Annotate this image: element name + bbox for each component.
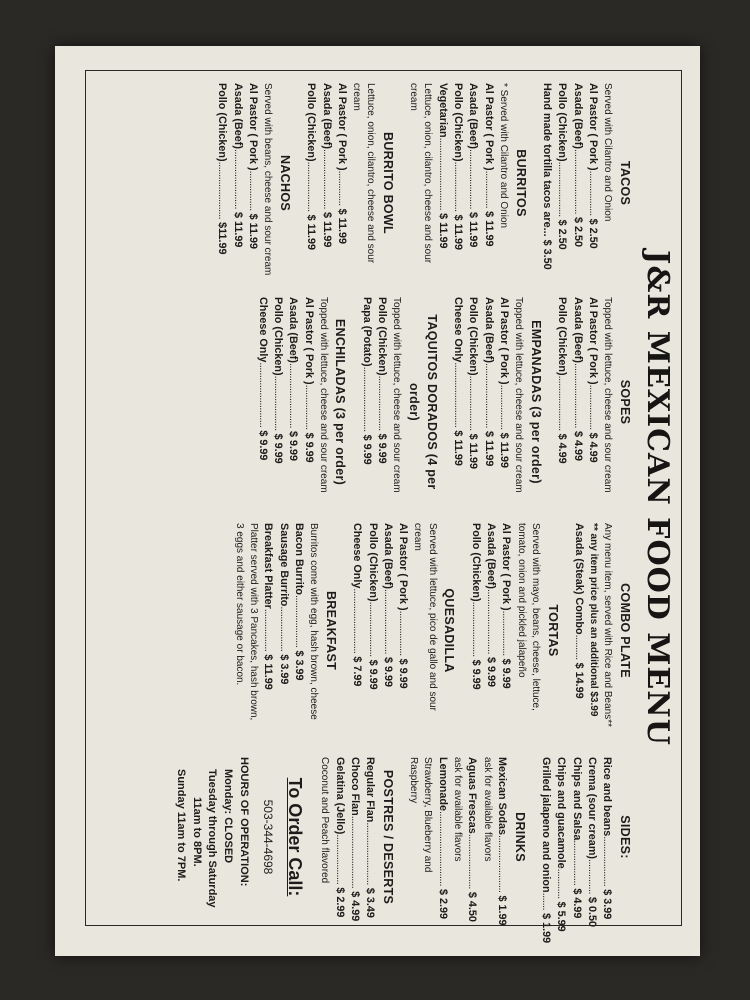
menu-item: Al Pastor ( Pork ).................. $ 9.99 [302,297,315,463]
quesadilla-desc: Served with lettuce, pico de gallo and sour cream [412,523,438,711]
menu-item: Pollo (Chicken)...................... $ 9.99 [376,297,389,464]
tacos-desc: Served with Cilantro and Onion [602,83,614,222]
menu-item: Asada (Beef)........................ $ 11.99 [320,83,333,248]
menu-item: Asada (Steak) Combo.......... $ 14.99 [572,523,585,699]
menu-item: Al Pastor ( Pork ).............. $ 11.99 [336,83,348,245]
menu-item: Al Pastor ( Pork ).................. $ 4.99 [587,297,600,463]
menu-item: Asada (Beef).......................... $ 11.99 [482,297,495,467]
enchiladas-desc: Topped with lettuce, cheese and sour cream [317,297,329,493]
hours-section [173,757,251,917]
burritos-note: Lettuce, onion, cilantro, cheese and sour cream [408,83,434,264]
menu-item: Pollo (Chicken)...................... $ 9.99 [469,523,482,690]
sides-title: SIDES: [618,815,632,859]
menu-item: Pollo (Chicken)....................... $11.99 [216,83,229,255]
column-3 [222,523,633,738]
postres-note: Coconut and Peach flavored [319,757,331,884]
menu-item: Hand made tortilla tacos are... $ 3.50 [541,83,554,270]
sopes-title: SOPES [618,379,632,425]
tortas-title: TORTAS [545,604,560,657]
sides-section [538,757,633,944]
hours-line: Monday: CLOSED [222,769,235,864]
menu-item: Pollo (Chicken)...................... $ 9.99 [366,523,379,690]
burritos-title: BURRITOS [513,149,528,217]
menu-item: Chips and guacamole............ $ 5.99 [555,757,568,932]
sopes-desc: Topped with lettuce, cheese and sour cream [602,297,614,493]
tacos-title: TACOS [618,160,632,206]
menu-item: Pollo (Chicken).................... $ 11.99 [452,83,465,251]
breakfast-note-2: 3 eggs and either sausage or bacon. [233,523,245,686]
menu-item: Rice and beans.................... $ 3.99 [601,757,614,920]
menu-item: Papa (Potato).......................... $ 9.99 [360,297,373,465]
tortas-section [467,523,560,738]
drinks-title: DRINKS [512,812,527,862]
menu-item: Cheese Only.......................... $ 7.99 [351,523,364,687]
menu-item: Asada (Beef).......................... $ 2.50 [571,83,584,248]
hours-line: Sunday 11am to 7PM. [175,769,188,882]
empanadas-desc: Topped with lettuce, cheese and sour cream [513,297,525,493]
menu-item: Pollo (Chicken)...................... $ 9.99 [271,297,284,464]
menu-border [85,70,682,944]
enchiladas-section [254,297,348,507]
menu-item: Chips and Salsa.................. $ 4.99 [570,757,583,919]
hours-line: Tuesday through Saturday [206,769,219,908]
sopes-section [554,297,633,507]
drinks-section [406,757,527,926]
tacos-section [539,83,633,283]
menu-item: Pollo (Chicken).................... $ 11.99 [305,83,318,251]
menu-item: Asada (Beef)........................ $ 11.99 [231,83,244,248]
breakfast-note-1: Platter served with 3 Pancakes, hash brown, [248,523,260,721]
menu-item: Aguas Frescas...................... $ 4.50 [466,757,479,922]
menu-item: Cheese Only.......................... $ 9.99 [256,297,269,461]
menu-item: Asada (Beef).......................... $ 9.99 [485,523,498,688]
menu-item: Pollo (Chicken)...................... $ 4.99 [556,297,569,464]
menu-item: Vegetarian............................. $ 11.99 [436,83,449,249]
menu-item: Asada (Beef)........................ $ 11.99 [467,83,480,248]
nachos-title: NACHOS [278,155,293,211]
taquitos-title: TAQUITOS DORADOS (4 per order) [407,314,439,490]
taquitos-desc: Topped with lettuce, cheese and sour cream [391,297,403,493]
burritos-section [406,83,529,283]
menu-item: Asada (Beef).......................... $ 4.99 [571,297,584,462]
menu-item: Breakfast Platter................. $ 11.99 [262,523,275,690]
tortas-desc-2: tomato, onion and pickled jalapeño [515,523,527,678]
menu-item: Al Pastor ( Pork ).................. $ 9.99 [397,523,410,689]
combo-section [571,523,633,738]
drinks-note-1: ask for available flavors [481,757,493,862]
menu-item: Cheese Only.......................... $ 11.99 [452,297,465,466]
hours-line: 11am to 8PM. [190,797,203,867]
phone-number: 503-344-4698 [260,799,275,875]
nachos-desc: Served with beans, cheese and sour cream [262,83,274,276]
burrito-bowl-desc: Lettuce, onion, cilantro, cheese and sour cream [351,83,377,264]
breakfast-title: BREAKFAST [324,590,338,671]
menu-title: J&R MEXICAN FOOD MENU [640,250,675,746]
menu-item: Bacon Burrito..................... $ 3.99 [293,523,306,681]
menu-item: Asada (Beef).......................... $ 9.99 [287,297,300,462]
order-title: To Order Call: [285,777,306,897]
postres-title: POSTRES / DESERTS [381,769,396,905]
breakfast-section [232,523,339,738]
taquitos-section [358,297,439,507]
empanadas-section [450,297,544,507]
menu-item: Al Pastor ( Pork )............... $ 11.99 [482,83,495,247]
column-2 [244,297,633,507]
menu-item: Lemonade.............................. $ 2.99 [436,757,449,920]
menu-item: Al Pastor ( Pork )................ $ 11.99 [247,83,260,250]
quesadilla-section [349,523,457,738]
combo-desc-1: Any menu item, served with Rice and Beans** [602,523,614,727]
combo-title: COMBO PLATE [618,583,632,678]
nachos-section [214,83,293,283]
empanadas-title: EMPANADAS (3 per order) [529,320,544,484]
column-1 [204,83,633,283]
enchiladas-title: ENCHILADAS (3 per order) [333,318,348,486]
menu-sheet [55,46,700,956]
menu-item: Mexican Sodas....................... $ 1.99 [495,757,508,926]
burritos-desc: * Served with Cilantro and Onion [498,83,509,229]
drinks-note-3: Strawberry, Blueberry and Raspberry [408,757,434,873]
burrito-bowl-section [303,83,396,283]
burrito-bowl-title: BURRITO BOWL [381,132,396,234]
column-4 [173,757,633,944]
menu-item: Pollo (Chicken)...................... $ 11.99 [467,297,480,470]
menu-item: Grilled jalapeno and onion....... $ 1.99 [539,757,552,944]
menu-item: Regular Flan......................... $ 3.49 [364,757,377,918]
menu-item: Crema (sour cream).............. $ 0.50 [585,757,598,928]
menu-item: Al Pastor ( Pork ).................. $ 11.99 [498,297,511,469]
postres-section [317,757,396,922]
menu-item: Sausage Burrito.................. $ 3.99 [277,523,290,685]
menu-item: Pollo (Chicken)...................... $ 2.50 [556,83,569,250]
menu-item: Al Pastor ( Pork ).................. $ 2.50 [587,83,600,249]
menu-item: Gelatina (Jello).................... $ 2.99 [333,757,346,918]
combo-desc-2: ** any item price plus an additional $3.99 [588,523,600,717]
hours-title: HOURS OF OPERATION: [237,757,250,887]
tortas-desc-1: Served with mayo, beans, cheese, lettuce, [529,523,541,711]
quesadilla-title: QUESADILLA [442,588,457,673]
menu-item: Asada (Beef).......................... $ 9.99 [381,523,394,688]
drinks-note-2: ask for available flavors [452,757,464,862]
menu-item: Al Pastor ( Pork ).................. $ 9.99 [500,523,513,689]
breakfast-desc: Burritos come with egg, hash brown, cheese [308,523,320,720]
menu-item: Choco Flan............................. $ 4.99 [349,757,362,922]
